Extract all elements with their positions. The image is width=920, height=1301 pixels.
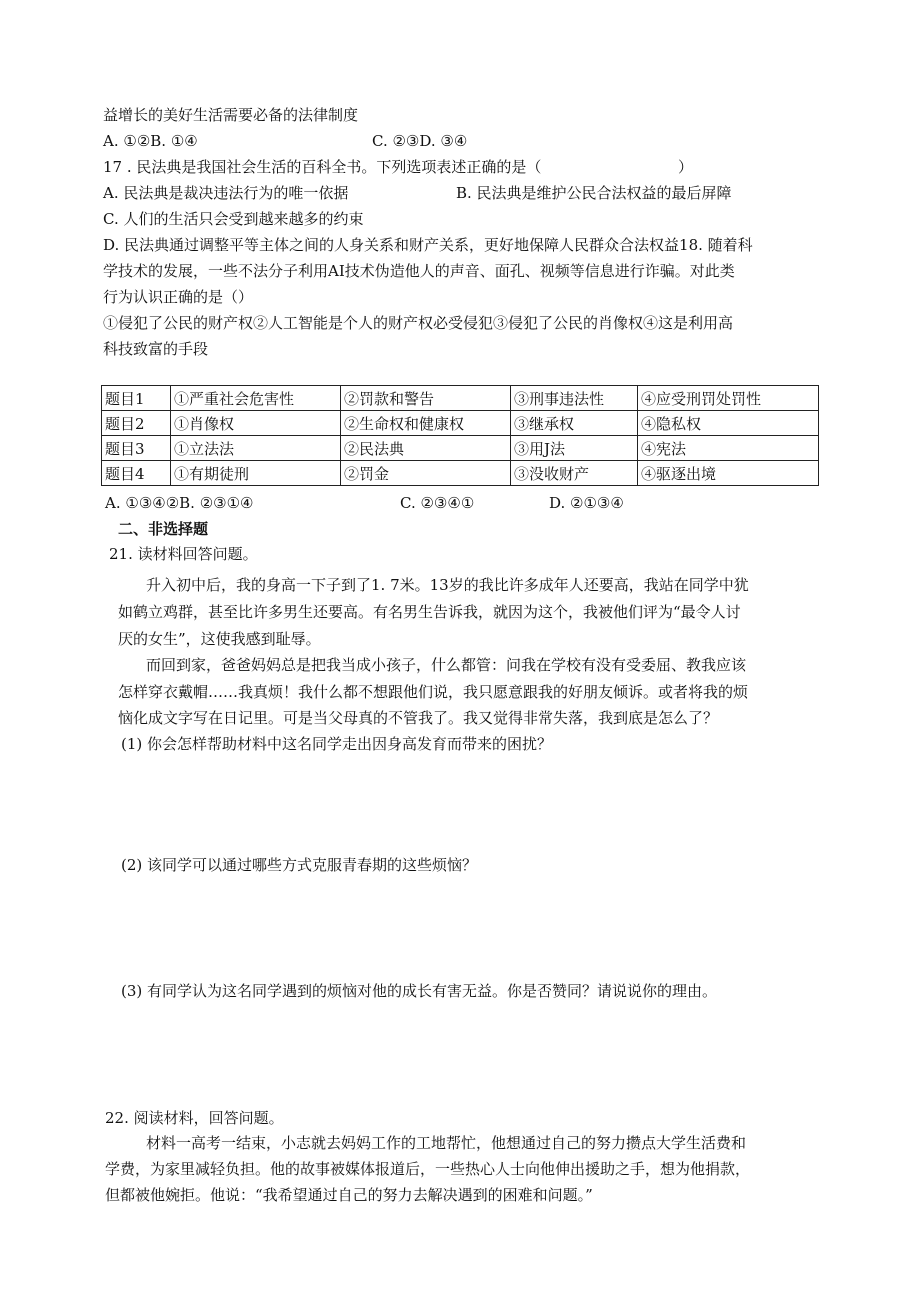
option-a-b: A. ①②B. ①④ <box>103 132 198 150</box>
sub-question-2: (2) 该同学可以通过哪些方式克服青春期的这些烦恼？ <box>121 856 478 874</box>
table-cell: ③继承权 <box>511 411 638 436</box>
table-option-a-b: A. ①③④②B. ②③①④ <box>105 494 254 512</box>
section-title: 二、非选择题 <box>118 520 209 538</box>
material-paragraph: 厌的女生”，这使我感到耻辱。 <box>118 630 321 648</box>
table-cell: ④宪法 <box>638 436 819 461</box>
table-row <box>102 436 819 461</box>
question-17-bracket: ） <box>678 158 694 176</box>
table-cell: ②生命权和健康权 <box>341 411 511 436</box>
table-row <box>102 461 819 486</box>
table-cell: ①立法法 <box>171 436 341 461</box>
table-row-head: 题目4 <box>102 461 171 486</box>
question-18-statements: 科技致富的手段 <box>103 340 209 358</box>
table-row-head: 题目3 <box>102 436 171 461</box>
material-paragraph: 怎样穿衣戴帽……我真烦！我什么都不想跟他们说，我只愿意跟我的好朋友倾诉。或者将我的烦 <box>118 683 749 701</box>
table-cell: ②罚款和警告 <box>341 386 511 411</box>
table-row <box>102 386 819 411</box>
material-paragraph: 如鹤立鸡群，甚至比许多男生还要高。有名男生告诉我，就因为这个，我被他们评为“最令人讨 <box>118 603 741 621</box>
table-cell: ③没收财产 <box>511 461 638 486</box>
question-17-option-c: C. 人们的生活只会受到越来越多的约束 <box>103 210 364 228</box>
table-cell: ③用J法 <box>511 436 638 461</box>
matching-table <box>101 385 819 486</box>
option-c-d: C. ②③D. ③④ <box>372 132 468 150</box>
question-18-line: 学技术的发展，一些不法分子利用AI技术伪造他人的声音、面孔、视频等信息进行诈骗。对此类 <box>103 262 735 280</box>
table-option-c: C. ②③④① <box>400 494 475 512</box>
table-cell: ④隐私权 <box>638 411 819 436</box>
table-row-head: 题目1 <box>102 386 171 411</box>
question-18-statements: ①侵犯了公民的财产权②人工智能是个人的财产权必受侵犯③侵犯了公民的肖像权④这是利用高 <box>103 314 734 332</box>
sub-question-1: (1) 你会怎样帮助材料中这名同学走出因身高发育而带来的困扰？ <box>121 735 553 753</box>
table-cell: ②罚金 <box>341 461 511 486</box>
table-cell: ②民法典 <box>341 436 511 461</box>
material-paragraph: 升入初中后，我的身高一下子到了1. 7米。13岁的我比许多成年人还要高，我站在同学中犹 <box>146 576 749 594</box>
material-paragraph: 但都被他婉拒。他说：“我希望通过自己的努力去解决遇到的困难和问题。” <box>105 1186 593 1204</box>
sub-question-3: (3) 有同学认为这名同学遇到的烦恼对他的成长有害无益。你是否赞同？请说说你的理由。 <box>121 982 718 1000</box>
material-paragraph: 而回到家，爸爸妈妈总是把我当成小孩子，什么都管：问我在学校有没有受委屈、教我应该 <box>146 656 747 674</box>
text-line: 益增长的美好生活需要必备的法律制度 <box>103 106 359 124</box>
table-cell: ①有期徒刑 <box>171 461 341 486</box>
question-21: 21. 读材料回答问题。 <box>109 545 258 563</box>
material-paragraph: 学费，为家里减轻负担。他的故事被媒体报道后，一些热心人士向他伸出援助之手，想为他捐款， <box>105 1160 751 1178</box>
table-cell: ④驱逐出境 <box>638 461 819 486</box>
question-17: 17 . 民法典是我国社会生活的百科全书。下列选项表述正确的是（ <box>103 158 542 176</box>
question-18-line: 行为认识正确的是（） <box>103 288 254 306</box>
table-cell: ④应受刑罚处罚性 <box>638 386 819 411</box>
table-cell: ①严重社会危害性 <box>171 386 341 411</box>
table-option-d: D. ②①③④ <box>549 494 624 512</box>
question-17-option-d: D. 民法典通过调整平等主体之间的人身关系和财产关系，更好地保障人民群众合法权益18. 随着科 <box>103 236 753 254</box>
question-22: 22. 阅读材料，回答问题。 <box>105 1109 284 1127</box>
table-cell: ③刑事违法性 <box>511 386 638 411</box>
material-paragraph: 恼化成文字写在日记里。可是当父母真的不管我了。我又觉得非常失落，我到底是怎么了？ <box>118 709 719 727</box>
question-17-option-b: B. 民法典是维护公民合法权益的最后屏障 <box>456 184 732 202</box>
table-row-head: 题目2 <box>102 411 171 436</box>
table-cell: ①肖像权 <box>171 411 341 436</box>
material-paragraph: 材料一高考一结束，小志就去妈妈工作的工地帮忙，他想通过自己的努力攒点大学生活费和 <box>146 1134 747 1152</box>
table-row <box>102 411 819 436</box>
question-17-option-a: A. 民法典是裁决违法行为的唯一依据 <box>103 184 349 202</box>
